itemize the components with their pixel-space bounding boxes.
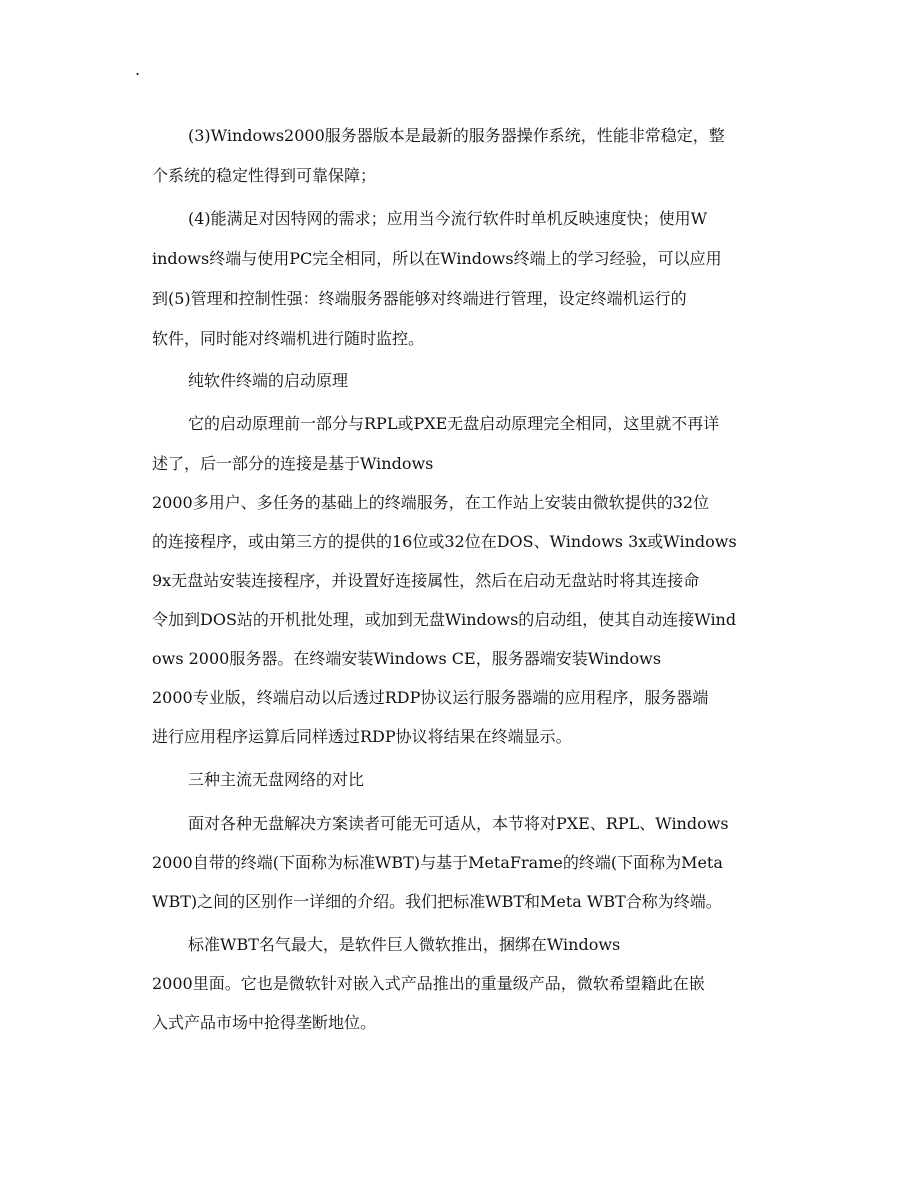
paragraph-item-4-line-1: (4)能满足对因特网的需求；应用当今流行软件时单机反映速度快；使用W (188, 209, 708, 228)
paragraph-standard-wbt-line-1: 标准WBT名气最大，是软件巨人微软推出，捆绑在Windows (188, 935, 621, 954)
paragraph-boot-principle-line-9: 进行应用程序运算后同样透过RDP协议将结果在终端显示。 (152, 727, 572, 746)
paragraph-boot-principle-line-7: ows 2000服务器。在终端安装Windows CE，服务器端安装Windows (152, 649, 662, 668)
paragraph-item-3-line-1: (3)Windows2000服务器版本是最新的服务器操作系统，性能非常稳定，整 (188, 126, 725, 145)
paragraph-comparison-intro-line-3: WBT)之间的区别作一详细的介绍。我们把标准WBT和Meta WBT合称为终端。 (152, 892, 722, 911)
paragraph-boot-principle-line-6: 令加到DOS站的开机批处理，或加到无盘Windows的启动组，使其自动连接Wind (152, 610, 737, 629)
paragraph-item-4-line-4: 软件，同时能对终端机进行随时监控。 (152, 329, 425, 348)
paragraph-item-3-line-2: 个系统的稳定性得到可靠保障； (152, 166, 377, 185)
paragraph-comparison-intro-line-1: 面对各种无盘解决方案读者可能无可适从，本节将对PXE、RPL、Windows (188, 814, 729, 833)
paragraph-boot-principle-line-5: 9x无盘站安装连接程序，并设置好连接属性，然后在启动无盘站时将其连接命 (152, 571, 700, 590)
paragraph-boot-principle-line-2: 述了，后一部分的连接是基于Windows (152, 454, 434, 473)
paragraph-item-4-line-2: indows终端与使用PC完全相同，所以在Windows终端上的学习经验，可以应用 (152, 249, 722, 268)
paragraph-boot-principle-line-8: 2000专业版，终端启动以后透过RDP协议运行服务器端的应用程序，服务器端 (152, 688, 709, 707)
paragraph-item-4-line-3: 到(5)管理和控制性强：终端服务器能够对终端进行管理，设定终端机运行的 (152, 289, 687, 308)
paragraph-comparison-intro-line-2: 2000自带的终端(下面称为标准WBT)与基于MetaFrame的终端(下面称为Meta (152, 853, 723, 872)
paragraph-boot-principle-line-3: 2000多用户、多任务的基础上的终端服务，在工作站上安装由微软提供的32位 (152, 493, 710, 512)
paragraph-standard-wbt-line-3: 入式产品市场中抢得垄断地位。 (152, 1013, 377, 1032)
paragraph-boot-principle-line-4: 的连接程序，或由第三方的提供的16位或32位在DOS、Windows 3x或Windows (152, 532, 737, 551)
paragraph-standard-wbt-line-2: 2000里面。它也是微软针对嵌入式产品推出的重量级产品，微软希望籍此在嵌 (152, 974, 705, 993)
heading-comparison: 三种主流无盘网络的对比 (188, 770, 365, 789)
page-bullet-mark: . (135, 60, 141, 79)
paragraph-boot-principle-line-1: 它的启动原理前一部分与RPL或PXE无盘启动原理完全相同，这里就不再详 (188, 414, 720, 433)
heading-software-terminal: 纯软件终端的启动原理 (188, 371, 349, 390)
